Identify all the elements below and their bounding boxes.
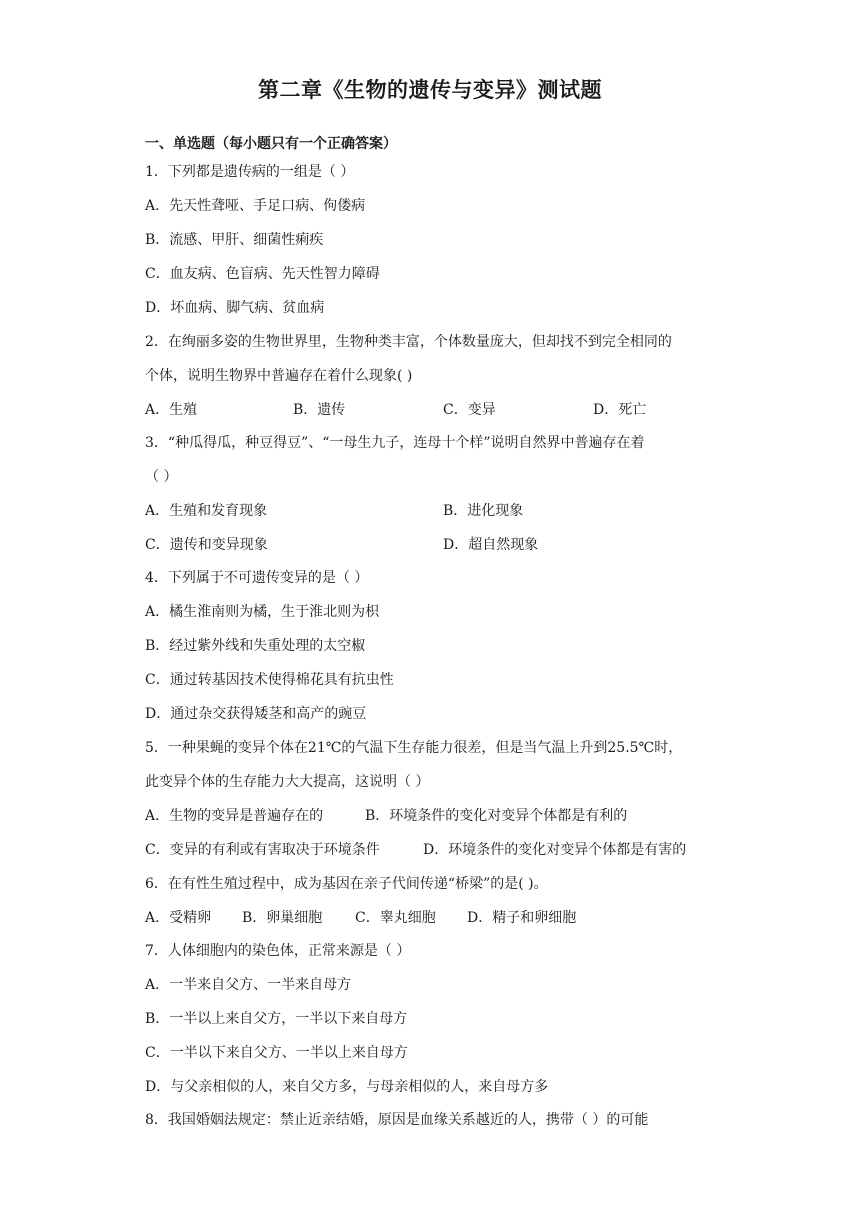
question-8-stem: 8．我国婚姻法规定：禁止近亲结婚，原因是血缘关系越近的人，携带（ ）的可能 (145, 1112, 649, 1128)
question-5-option-a: A．生物的变异是普遍存在的 (145, 808, 324, 824)
question-6-stem: 6．在有性生殖过程中，成为基因在亲子代间传递“桥梁”的是( )。 (145, 876, 548, 892)
question-3-option-b: B．进化现象 (443, 503, 524, 519)
question-7-option-c: C．一半以下来自父方、一半以上来自母方 (145, 1045, 408, 1061)
question-2-option-b: B．遗传 (293, 402, 346, 418)
question-1-option-d: D．坏血病、脚气病、贫血病 (145, 300, 325, 316)
question-7-option-a: A．一半来自父方、一半来自母方 (145, 977, 352, 993)
question-5-stem-line-2: 此变异个体的生存能力大大提高，这说明（ ） (145, 774, 430, 790)
question-4-option-a: A．橘生淮南则为橘，生于淮北则为枳 (145, 604, 380, 620)
question-3-option-c: C．遗传和变异现象 (145, 537, 268, 553)
question-2-option-d: D．死亡 (593, 402, 647, 418)
question-7-option-d: D．与父亲相似的人，来自父方多，与母亲相似的人，来自母方多 (145, 1079, 549, 1095)
question-5-option-c: C．变异的有利或有害取决于环境条件 (145, 842, 380, 858)
question-1-option-c: C．血友病、色盲病、先天性智力障碍 (145, 266, 380, 282)
question-6-option-b: B．卵巢细胞 (242, 910, 323, 926)
question-3-stem-line-2: （ ） (145, 469, 178, 485)
question-4-option-d: D．通过杂交获得矮茎和高产的豌豆 (145, 706, 367, 722)
question-5-option-d: D．环境条件的变化对变异个体都是有害的 (423, 842, 687, 858)
question-2-option-a: A．生殖 (145, 402, 198, 418)
question-3-option-a: A．生殖和发育现象 (145, 503, 268, 519)
question-6-option-a: A．受精卵 (145, 910, 212, 926)
question-5-stem-line-1: 5．一种果蝇的变异个体在21℃的气温下生存能力很差，但是当气温上升到25.5℃时， (145, 740, 683, 756)
question-5-option-b: B．环境条件的变化对变异个体都是有利的 (365, 808, 628, 824)
question-6-option-c: C．睾丸细胞 (355, 910, 436, 926)
question-2-option-c: C．变异 (443, 402, 496, 418)
question-3-option-d: D．超自然现象 (443, 537, 539, 553)
question-1-stem: 1．下列都是遗传病的一组是（ ） (145, 164, 355, 180)
section-heading: 一、单选题（每小题只有一个正确答案） (145, 136, 397, 152)
question-1-option-b: B．流感、甲肝、细菌性痢疾 (145, 232, 324, 248)
question-3-stem-line-1: 3．“种瓜得瓜，种豆得豆”、“一母生九子，连母十个样”说明自然界中普遍存在着 (145, 435, 645, 451)
question-1-option-a: A．先天性聋哑、手足口病、佝偻病 (145, 198, 366, 214)
question-4-option-c: C．通过转基因技术使得棉花具有抗虫性 (145, 672, 394, 688)
question-2-stem-line-2: 个体，说明生物界中普遍存在着什么现象( ) (145, 368, 413, 384)
question-2-stem-line-1: 2．在绚丽多姿的生物世界里，生物种类丰富，个体数量庞大，但却找不到完全相同的 (145, 334, 672, 350)
question-4-stem: 4．下列属于不可遗传变异的是（ ） (145, 570, 369, 586)
question-7-option-b: B．一半以上来自父方，一半以下来自母方 (145, 1011, 408, 1027)
question-6-option-d: D．精子和卵细胞 (467, 910, 577, 926)
page-title: 第二章《生物的遗传与变异》测试题 (258, 78, 602, 102)
question-7-stem: 7．人体细胞内的染色体，正常来源是（ ） (145, 943, 411, 959)
question-4-option-b: B．经过紫外线和失重处理的太空椒 (145, 638, 366, 654)
